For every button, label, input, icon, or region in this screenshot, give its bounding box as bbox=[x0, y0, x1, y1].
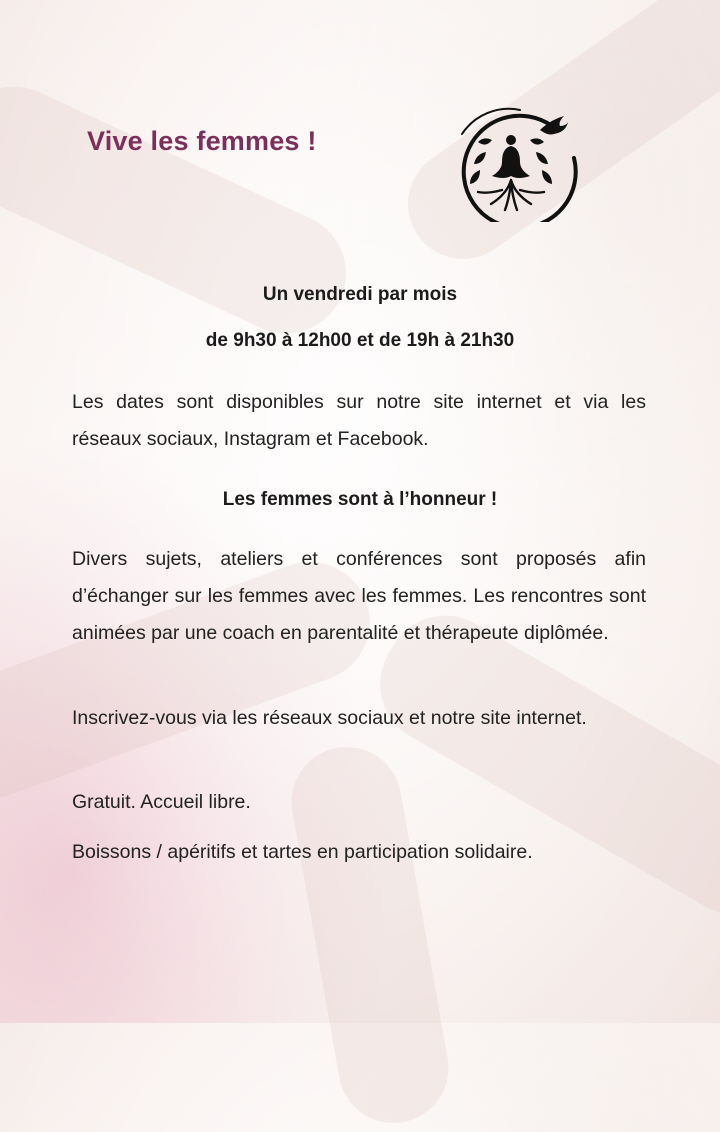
honneur-heading: Les femmes sont à l’honneur ! bbox=[222, 489, 498, 510]
description-paragraph: Divers sujets, ateliers et conférences sont proposés afin d’échanger sur les femmes avec les femmes. Les rencontres sont animées par une coach en parentalité et thérapeute diplômée. bbox=[72, 548, 646, 644]
schedule-frequency: Un vendredi par mois bbox=[262, 284, 458, 305]
inscription-paragraph: Inscrivez-vous via les réseaux sociaux et notre site internet. bbox=[72, 707, 587, 729]
gratuit-paragraph: Gratuit. Accueil libre. bbox=[72, 791, 251, 813]
meditation-tree-logo-icon bbox=[440, 106, 582, 222]
page-title: Vive les femmes ! bbox=[87, 126, 317, 156]
boissons-paragraph: Boissons / apéritifs et tartes en participation solidaire. bbox=[72, 841, 533, 863]
schedule-hours: de 9h30 à 12h00 et de 19h à 21h30 bbox=[205, 330, 515, 351]
dates-paragraph: Les dates sont disponibles sur notre site internet et via les réseaux sociaux, Instagram et Facebook. bbox=[72, 391, 646, 450]
